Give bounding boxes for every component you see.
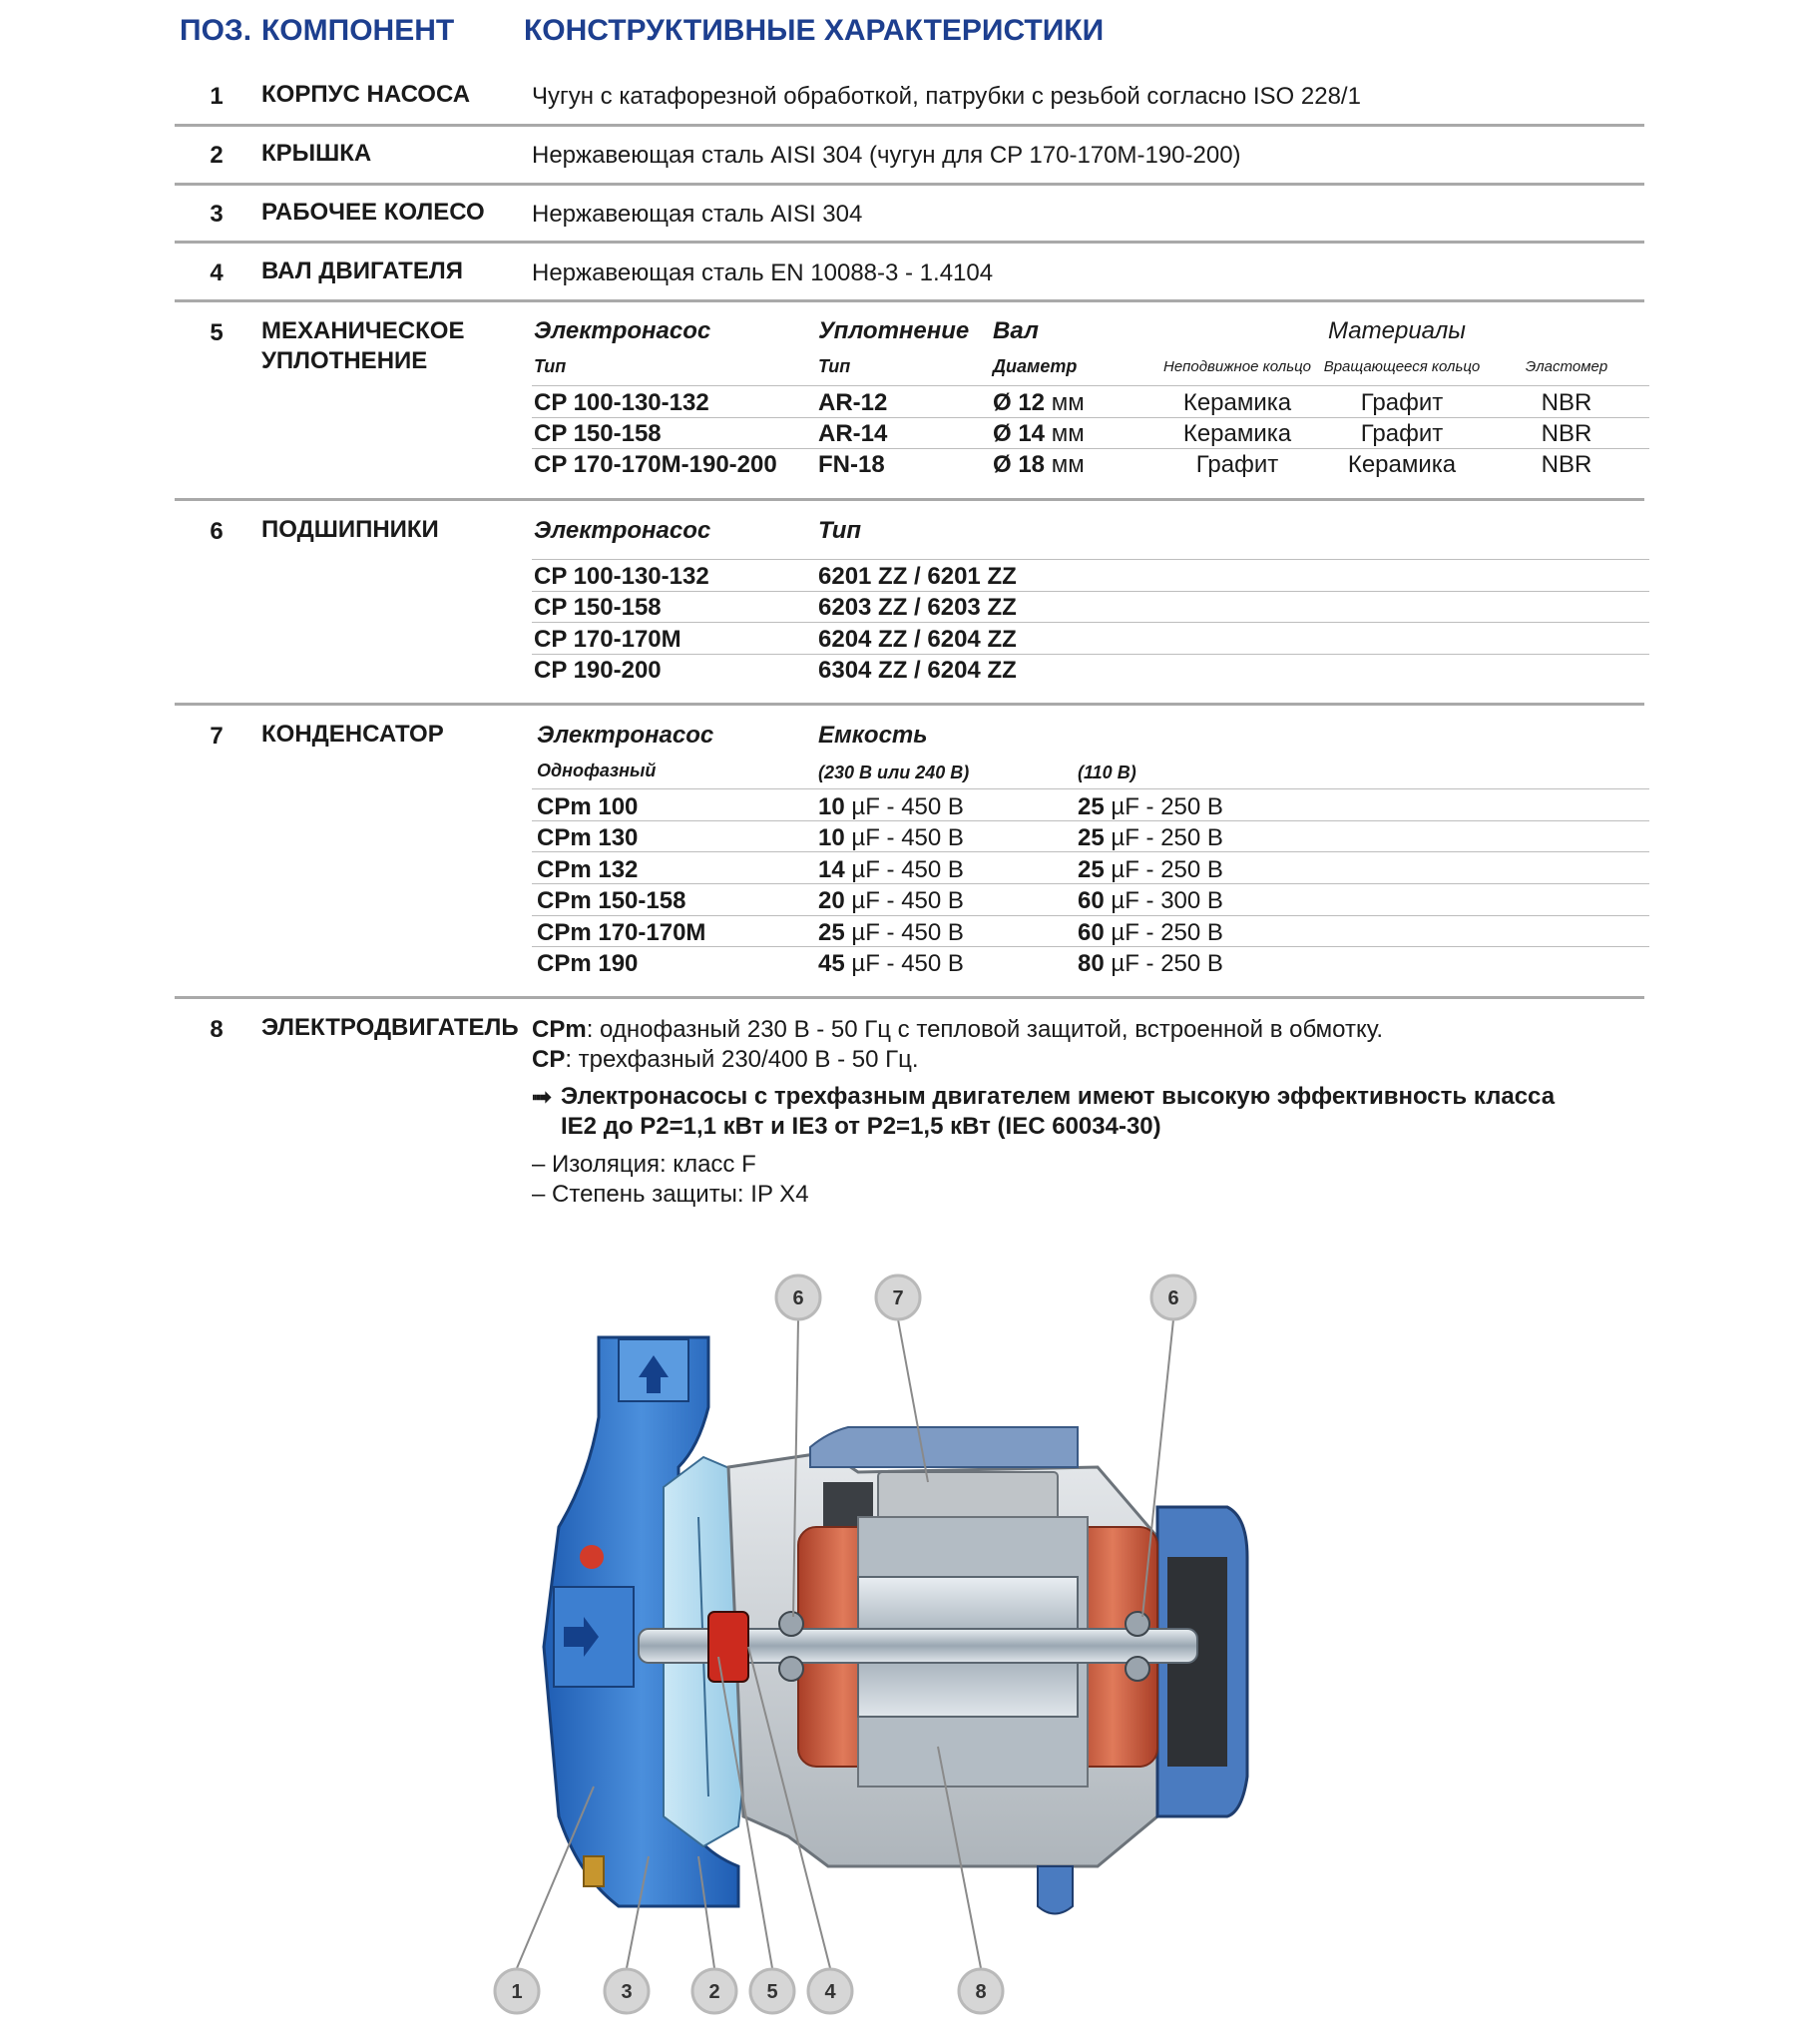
bearing-header-type: Тип [818, 517, 862, 544]
capacitor-230 [818, 824, 964, 852]
row-number: 2 [210, 142, 224, 169]
bearing-type: 6304 ZZ / 6204 ZZ [818, 657, 1017, 684]
svg-text:4: 4 [824, 1981, 836, 2003]
svg-text:6: 6 [1167, 1287, 1179, 1309]
divider [532, 559, 1649, 560]
cap-value: 10 [818, 793, 845, 820]
svg-text:5: 5 [766, 1981, 778, 2003]
seal-elastomer: NBR [1541, 420, 1592, 447]
header-characteristics: КОНСТРУКТИВНЫЕ ХАРАКТЕРИСТИКИ [524, 14, 1105, 47]
capacitor-pump: CPm 170-170M [537, 919, 706, 946]
component-name: ПОДШИПНИКИ [261, 516, 439, 543]
divider [532, 417, 1649, 418]
seal-pump: CP 100-130-132 [534, 389, 709, 416]
capacitor-pump: CPm 100 [537, 793, 639, 820]
row-number: 8 [210, 1016, 224, 1043]
capacitor-pump: CPm 150-158 [537, 887, 686, 914]
motor-insulation: – Изоляция: класс F [532, 1151, 756, 1178]
seal-header-materials: Материалы [1328, 317, 1466, 344]
seal-sub-elastomer: Эластомер [1525, 358, 1608, 375]
bearing-pump: CP 170-170M [534, 626, 681, 653]
callout-1 [495, 1969, 539, 2013]
seal-diameter [993, 451, 1085, 479]
motor-cpm-line [532, 1016, 1383, 1044]
row-number: 7 [210, 723, 224, 750]
cap-value: 45 [818, 950, 845, 977]
seal-fixed: Керамика [1182, 420, 1292, 447]
callout-8 [959, 1969, 1003, 2013]
header-component: КОМПОНЕНТ [261, 14, 455, 47]
capacitor-110 [1078, 793, 1223, 821]
svg-text:3: 3 [621, 1981, 633, 2003]
motor-protection: – Степень защиты: IP X4 [532, 1181, 809, 1208]
cap-value: 60 [1078, 919, 1105, 946]
component-name: ЭЛЕКТРОДВИГАТЕЛЬ [261, 1014, 519, 1041]
seal-rotating: Керамика [1347, 451, 1457, 478]
cap-unit: µF - 450 В [844, 919, 964, 946]
component-name: КОРПУС НАСОСА [261, 81, 471, 108]
seal-pump: CP 170-170M-190-200 [534, 451, 777, 478]
cap-value: 25 [1078, 793, 1105, 820]
seal-type: FN-18 [818, 451, 885, 478]
seal-sub-rotating: Вращающееся кольцо [1323, 358, 1481, 375]
capacitor-pump: CPm 130 [537, 824, 639, 851]
diameter-unit: мм [1045, 451, 1085, 478]
component-desc: Нержавеющая сталь EN 10088-3 - 1.4104 [532, 259, 994, 286]
capacitor-pump: CPm 190 [537, 950, 639, 977]
diameter-unit: мм [1045, 420, 1085, 447]
component-name: КОНДЕНСАТОР [261, 721, 444, 748]
component-name: КРЫШКА [261, 140, 372, 167]
capacitor-230 [818, 887, 964, 915]
row-number: 1 [210, 83, 224, 110]
diameter-value: Ø 14 [993, 420, 1046, 447]
seal-sub-type: Тип [534, 356, 567, 376]
callout-7 [876, 1276, 920, 1319]
motor-cpm-label: CPm [532, 1016, 587, 1043]
capacitor-230 [818, 856, 964, 884]
motor-efficiency-note-1: Электронасосы с трехфазным двигателем имеют высокую эффективность класса [561, 1083, 1556, 1110]
diameter-unit: мм [1045, 389, 1085, 416]
diameter-value: Ø 18 [993, 451, 1046, 478]
divider [532, 820, 1649, 821]
component-desc: Нержавеющая сталь AISI 304 [532, 201, 863, 228]
motor-cp-text: : трехфазный 230/400 В - 50 Гц. [565, 1046, 919, 1073]
component-name-line2: УПЛОТНЕНИЕ [261, 347, 428, 374]
callout-6-left [776, 1276, 820, 1319]
capacitor-110 [1078, 919, 1223, 947]
seal-diameter [993, 420, 1085, 448]
seal-fixed: Графит [1195, 451, 1279, 478]
divider [532, 654, 1649, 655]
header-pos: ПОЗ. [180, 14, 252, 47]
mechanical-seal [708, 1612, 748, 1682]
divider [175, 996, 1644, 999]
cap-unit: µF - 450 В [844, 887, 964, 914]
divider [532, 788, 1649, 789]
row-number: 5 [210, 319, 224, 346]
bearing-header-pump: Электронасос [534, 517, 711, 544]
motor-cp-line [532, 1046, 919, 1074]
divider [532, 915, 1649, 916]
divider [175, 703, 1644, 706]
cap-value: 10 [818, 824, 845, 851]
capacitor-header-capacity: Емкость [818, 722, 928, 749]
pump-cutaway-diagram [0, 1258, 1808, 2044]
divider [175, 241, 1644, 244]
seal-type: AR-12 [818, 389, 888, 416]
svg-text:8: 8 [975, 1981, 987, 2003]
row-number: 3 [210, 201, 224, 228]
cap-unit: µF - 300 В [1104, 887, 1223, 914]
component-desc: Нержавеющая сталь AISI 304 (чугун для CP 170-170M-190-200) [532, 142, 1241, 169]
seal-sub-type2: Тип [818, 356, 851, 376]
seal-diameter [993, 389, 1085, 417]
capacitor-sub-230: (230 В или 240 В) [818, 763, 970, 782]
divider [175, 299, 1644, 302]
cap-unit: µF - 250 В [1104, 919, 1223, 946]
motor-cpm-text: : однофазный 230 В - 50 Гц с тепловой защитой, встроенной в обмотку. [586, 1016, 1384, 1043]
svg-text:1: 1 [511, 1981, 523, 2003]
cap-unit: µF - 250 В [1104, 950, 1223, 977]
motor-cp-label: CP [532, 1046, 566, 1073]
capacitor-sub-110: (110 В) [1078, 763, 1136, 782]
diameter-value: Ø 12 [993, 389, 1046, 416]
callout-2 [692, 1969, 736, 2013]
capacitor-sub-single: Однофазный [537, 761, 657, 780]
divider [532, 851, 1649, 852]
cap-unit: µF - 250 В [1104, 856, 1223, 883]
divider [175, 498, 1644, 501]
capacitor-230 [818, 919, 964, 947]
cap-value: 20 [818, 887, 845, 914]
cap-unit: µF - 450 В [844, 793, 964, 820]
capacitor-110 [1078, 950, 1223, 978]
arrow-icon: ➟ [532, 1084, 553, 1111]
seal-type: AR-14 [818, 420, 888, 447]
capacitor-110 [1078, 856, 1223, 884]
row-number: 6 [210, 518, 224, 545]
divider [532, 622, 1649, 623]
capacitor-110 [1078, 824, 1223, 852]
seal-fixed: Керамика [1182, 389, 1292, 416]
svg-text:6: 6 [792, 1287, 804, 1309]
bearing-type: 6204 ZZ / 6204 ZZ [818, 626, 1017, 653]
seal-header-seal: Уплотнение [818, 317, 970, 344]
bearing-type: 6201 ZZ / 6201 ZZ [818, 563, 1017, 590]
callout-6-right [1151, 1276, 1195, 1319]
svg-text:2: 2 [708, 1981, 720, 2003]
divider [532, 591, 1649, 592]
callout-3 [605, 1969, 649, 2013]
seal-header-pump: Электронасос [534, 317, 711, 344]
cap-value: 14 [818, 856, 845, 883]
component-desc: Чугун с катафорезной обработкой, патрубки с резьбой согласно ISO 228/1 [532, 83, 1361, 110]
divider [532, 385, 1649, 386]
bearing-type: 6203 ZZ / 6203 ZZ [818, 594, 1017, 621]
callout-5 [750, 1969, 794, 2013]
cap-unit: µF - 450 В [844, 856, 964, 883]
seal-elastomer: NBR [1541, 451, 1592, 478]
seal-rotating: Графит [1360, 420, 1444, 447]
capacitor-110 [1078, 887, 1223, 915]
bearing-pump: CP 150-158 [534, 594, 662, 621]
capacitor-230 [818, 793, 964, 821]
component-name-line1: МЕХАНИЧЕСКОЕ [261, 317, 465, 344]
cap-unit: µF - 250 В [1104, 793, 1223, 820]
cap-value: 25 [1078, 856, 1105, 883]
row-number: 4 [210, 259, 224, 286]
cap-value: 25 [818, 919, 845, 946]
seal-rotating: Графит [1360, 389, 1444, 416]
callout-4 [808, 1969, 852, 2013]
divider [532, 448, 1649, 449]
component-name: ВАЛ ДВИГАТЕЛЯ [261, 257, 463, 284]
cap-unit: µF - 250 В [1104, 824, 1223, 851]
bearing-pump: CP 100-130-132 [534, 563, 709, 590]
cap-unit: µF - 450 В [844, 824, 964, 851]
cap-value: 80 [1078, 950, 1105, 977]
seal-header-shaft: Вал [993, 317, 1039, 344]
divider [175, 124, 1644, 127]
bearing-pump: CP 190-200 [534, 657, 662, 684]
divider [175, 183, 1644, 186]
capacitor-header-pump: Электронасос [537, 722, 714, 749]
cap-value: 25 [1078, 824, 1105, 851]
seal-sub-fixed: Неподвижное кольцо [1162, 358, 1312, 375]
component-name: РАБОЧЕЕ КОЛЕСО [261, 199, 485, 226]
cap-unit: µF - 450 В [844, 950, 964, 977]
seal-sub-diameter: Диаметр [993, 356, 1078, 376]
cap-value: 60 [1078, 887, 1105, 914]
capacitor-pump: CPm 132 [537, 856, 639, 883]
capacitor-230 [818, 950, 964, 978]
divider [532, 883, 1649, 884]
seal-pump: CP 150-158 [534, 420, 662, 447]
divider [532, 946, 1649, 947]
seal-elastomer: NBR [1541, 389, 1592, 416]
svg-text:7: 7 [892, 1287, 904, 1309]
motor-efficiency-note-2: IE2 до P2=1,1 кВт и IE3 от P2=1,5 кВт (IEC 60034-30) [561, 1113, 1161, 1140]
